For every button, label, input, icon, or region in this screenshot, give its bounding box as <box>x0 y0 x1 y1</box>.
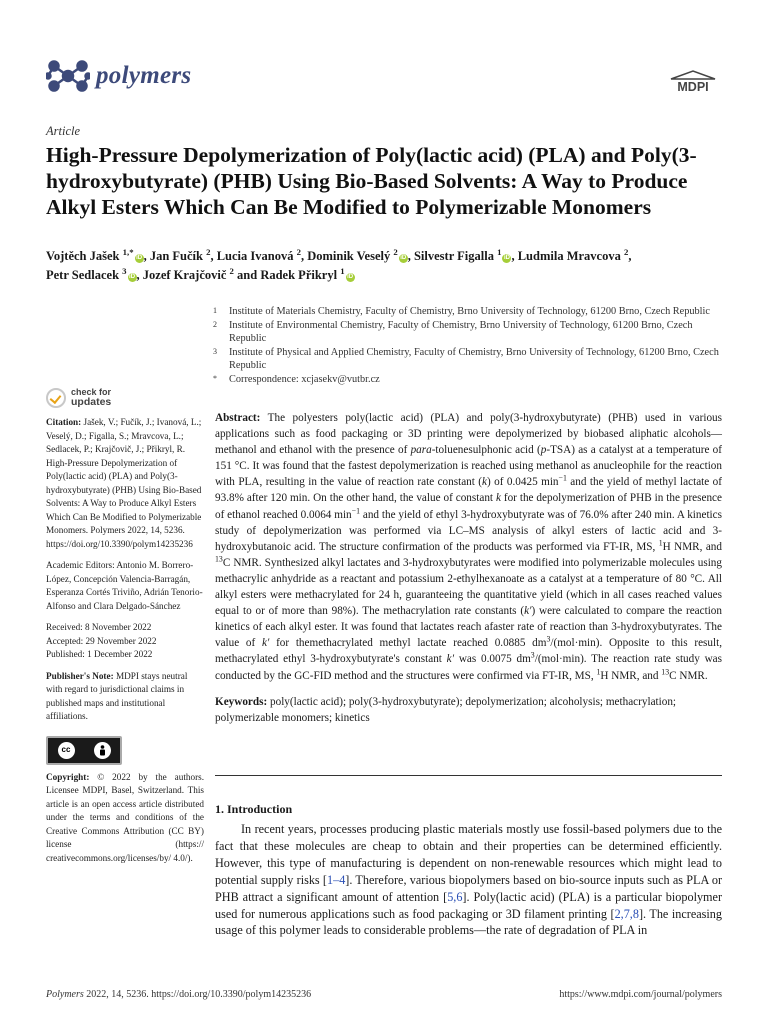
by-person-icon <box>94 742 111 759</box>
author-name: Silvestr Figalla $^1$iD <box>413 246 510 263</box>
abstract-section <box>215 410 722 726</box>
author-name: Vojtěch Jašek $^{1,*}$iD <box>46 246 143 263</box>
affiliation-item: 2 Institute of Environmental Chemistry, Faculty of Chemistry, Brno University of Technology, 61200 Brno, Czech Republic <box>213 319 693 345</box>
check-updates-icon <box>46 388 66 408</box>
author-name: Dominik Veselý $^2$iD <box>307 246 407 263</box>
dates-block <box>46 621 204 662</box>
orcid-icon[interactable]: iD <box>136 255 143 261</box>
academic-editors: Academic Editors: Antonio M. Borrero-López, Concepción Valencia-Barragán, Esperanza Cortés Triviño, Adrián Tenorio-Alfonso and Clara Delgado-Sánchez <box>46 560 203 611</box>
keywords-text: poly(lactic acid); poly(3-hydroxybutyrate); depolymerization; alcoholysis; methacrylation; polymerizable monomers; kinetics <box>215 695 677 724</box>
affiliations <box>210 305 730 387</box>
publisher-logo <box>667 70 719 99</box>
publisher-note-label: Publisher's Note: <box>46 670 114 681</box>
received-date: Received: 8 November 2022 <box>46 622 152 632</box>
affiliation-item: * Correspondence: xcjasekv@vutbr.cz <box>213 373 380 385</box>
publisher-name: MDPI <box>677 80 709 94</box>
copyright-block <box>46 771 204 866</box>
polymers-molecule-icon <box>46 58 90 94</box>
keywords <box>215 694 722 726</box>
check-updates-label: check for updates <box>71 387 112 408</box>
orcid-icon[interactable]: iD <box>400 255 407 261</box>
citation-label: Citation: <box>46 417 82 427</box>
author-name: Ludmila Mravcova $^2$ <box>517 246 629 263</box>
orcid-icon[interactable]: iD <box>503 255 510 261</box>
author-name: Jan Fučík $^2$ <box>149 246 211 263</box>
publisher-note-text: MDPI stays neutral with regard to jurisdictional claims in published maps and institutional affiliations. <box>46 670 188 721</box>
article-type: Article <box>46 124 81 138</box>
publisher-note <box>46 670 204 724</box>
reference-link[interactable]: 5,6 <box>447 889 463 904</box>
copyright-text: © 2022 by the authors. Licensee MDPI, Basel, Switzerland. This article is an open access article distributed under the terms and conditions of the Creative Commons Attribution (CC BY) license (https:// creativecommons.org/licenses/by/ 4.0/). <box>46 771 204 863</box>
keywords-label: Keywords: <box>215 695 268 708</box>
affiliation-item: 3 Institute of Physical and Applied Chemistry, Faculty of Chemistry, Brno University of Technology, 61200 Brno, Czech Republic <box>213 346 719 372</box>
copyright-label: Copyright: <box>46 771 90 782</box>
footer-citation: Polymers 2022, 14, 5236. https://doi.org/10.3390/polym14235236 <box>46 989 312 1000</box>
accepted-date: Accepted: 29 November 2022 <box>46 635 157 646</box>
introduction-heading: 1. Introduction <box>215 802 293 816</box>
cc-icon: cc <box>58 742 75 759</box>
reference-link[interactable]: 2,7,8 <box>614 906 639 921</box>
journal-logo <box>46 58 191 94</box>
citation-block <box>46 416 204 551</box>
orcid-icon[interactable]: iD <box>129 274 136 280</box>
section-divider <box>215 775 722 776</box>
author-name: Lucia Ivanová $^2$ <box>216 246 301 263</box>
paper-title: High-Pressure Depolymerization of Poly(lactic acid) (PLA) and Poly(3-hydroxybutyrate) (PHB) Using Bio-Based Solvents: A Way to Produce Alkyl Esters Which Can Be Modified to Polymerizable Monomers <box>46 143 697 219</box>
cc-by-license-badge[interactable] <box>46 736 122 765</box>
reference-link[interactable]: 1–4 <box>327 872 346 887</box>
article-info-sidebar <box>46 388 204 865</box>
author-name: Petr Sedlacek $^3$iD <box>46 265 136 282</box>
author-name: Radek Přikryl $^1$iD <box>260 265 354 282</box>
abstract-label: Abstract: <box>215 412 261 424</box>
journal-name: polymers <box>96 62 192 89</box>
footer-journal-url[interactable]: https://www.mdpi.com/journal/polymers <box>559 989 722 1000</box>
check-for-updates-button[interactable] <box>46 388 204 408</box>
author-name: Jozef Krajčovič $^2$ <box>142 265 234 282</box>
author-list: Vojtěch Jašek $^{1,*}$iD , Jan Fučík $^2$, Lucia Ivanová $^2$, Dominik Veselý $^2$iD , Silvestr Figalla $^1$iD , Ludmila Mravcova $^2$, Petr Sedlacek $^3$iD , Jozef Krajčovič $^2$ and Radek Přikryl $^1$iD <box>46 246 632 282</box>
published-date: Published: 1 December 2022 <box>46 649 153 659</box>
introduction-paragraph: In recent years, processes producing plastic materials mostly use fossil-based polymers due to the fact that these molecules are cheap to obtain and their properties can be determined efficiently. However, this type of manufacturing is dependent on non-renewable resources which might lead to potential supply risks [1–4]. Therefore, various biopolymers based on bio-source inputs such as PLA or PHB attract a significant amount of attention [5,6]. Poly(lactic acid) (PLA) is a particular biopolymer used for numerous applications such as food packaging or 3D filament printing [2,7,8]. The increasing usage of this polymer leads to considerable problems—the rate of degradation of PLA in <box>215 822 723 938</box>
citation-text: Jašek, V.; Fučík, J.; Ivanová, L.; Veselý, D.; Figalla, S.; Mravcova, L.; Sedlacek, P.; Krajčovič, J.; Přikryl, R. High-Pressure Depolymerization of Poly(lactic acid) (PLA) and Poly(3-hydroxybutyrate) (PHB) Using Bio-Based Solvents: A Way to Produce Alkyl Esters Which Can Be Modified to Polymerizable Monomers. Polymers 2022, 14, 5236. https://doi.org/10.3390/polym14235236 <box>46 417 202 549</box>
abstract: Abstract: The polyesters poly(lactic acid) (PLA) and poly(3-hydroxybutyrate) (PHB) used in various applications such as food packaging or 3D printing were depolymerized by biobased aliphatic alcohols—methanol and ethanol with the presence of para-toluenesulphonic acid (p-TSA) as a catalyst at a temperature of 151 °C. It was found that the fastest depolymerization is reached using methanol as anucleophile for the reaction with PLA, resulting in the value of reaction rate constant (k) of 0.0425 $\min^{-1}$ and the yield of methyl lactate of 93.8% after 120 min. On the other hand, the value of constant k for the depolymerization of PHB in the presence of ethanol reached 0.0064 $\min^{-1}$ and the yield of ethyl 3-hydroxybutyrate was of 76.0% after 240 min. A kinetics study of depolymerization was performed via LC–MS analysis of alkyl esters of lactic acid and 3-hydroxybutanoic acid. The structure confirmation of the products was performed via FT-IR, MS, $^1$H NMR, and $^{13}$C NMR. Synthesized alkyl lactates and 3-hydroxybutyrates were modified into polymerizable molecules using methacrylic anhydride as a reactant and potassium 2-ethylhexanoate as a catalyst at a temperature of 80 °C. All alkyl esters were methacrylated for 24 h, guaranteeing the quantitative yield (which in all cases reached values equal to or of more than 98%). The methacrylation rate constants (k′) were calculated to compare the reaction kinetics of each alkyl ester. It was found that lactates reach afaster rate of reaction than 3-hydroxybutyrates. The value of k′ for themethacrylated methyl lactate reached 0.0885 $dm^3/(mol\cdot\min)$. Opposite to this result, methacrylated ethyl 3-hydroxybutyrate's constant k′ was 0.0075 $dm^3/(mol\cdot\min)$. The reaction rate study was conducted by the GC-FID method and the structures were confirmed via FT-IR, MS, $^1$H NMR, and $^{13}$C NMR. <box>215 412 723 682</box>
orcid-icon[interactable]: iD <box>347 274 354 280</box>
affiliation-item: 1 Institute of Materials Chemistry, Faculty of Chemistry, Brno University of Technology, 61200 Brno, Czech Republic <box>213 306 710 317</box>
